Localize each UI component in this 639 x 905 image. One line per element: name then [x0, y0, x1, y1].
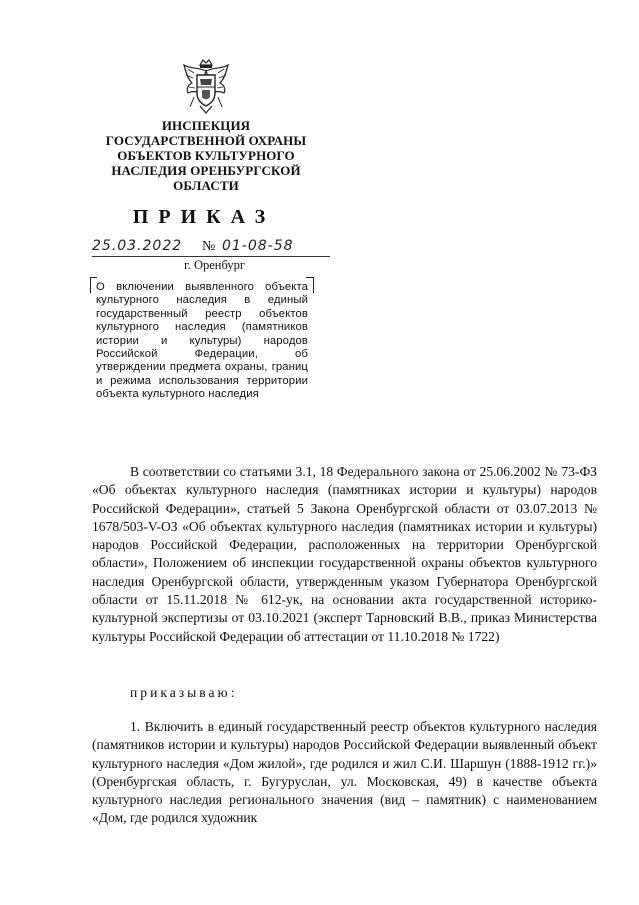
document-title: ПРИКАЗ	[132, 206, 276, 228]
authority-line: ОБЛАСТИ	[173, 178, 239, 193]
subject-bracket-right	[313, 277, 314, 293]
handwritten-date: 25.03.2022	[92, 238, 183, 254]
order-word: приказываю:	[130, 685, 238, 700]
authority-line: ГОСУДАРСТВЕННОЙ ОХРАНЫ	[105, 133, 307, 148]
registration-underline	[92, 256, 330, 257]
orenburg-coat-of-arms-icon	[180, 57, 232, 117]
handwritten-number: 01-08-58	[222, 238, 294, 254]
authority-line: ОБЪЕКТОВ КУЛЬТУРНОГО	[117, 148, 295, 163]
order-item-1: 1. Включить в единый государственный реестр объектов культурного наследия (памятников истории и культуры) народов Российской Федерации выявленный объект культурного наследия «Дом жилой», где родился и жил С.И. Шаршун (1888-1912 гг.)» (Оренбургская область, г. Бугуруслан, ул. Московская, 49) в качестве объекта культурного наследия регионального значения (вид – памятник) с наименованием «Дом, где родился художник	[92, 719, 597, 826]
number-label: №	[202, 239, 216, 254]
authority-line: ИНСПЕКЦИЯ	[161, 118, 251, 133]
subject-bracket-right-top	[306, 277, 314, 278]
registration-line	[92, 238, 332, 260]
subject-bracket-left-top	[90, 277, 97, 278]
subject-bracket-left	[90, 277, 91, 293]
issuing-authority	[96, 118, 316, 193]
order-subject: О включении выявленного объекта культурного наследия в единый государственный реестр объектов культурного наследия (памятников истории и культуры) народов Российской Федерации, об утверждении предмета охраны, границ и режима использования территории объекта культурного наследия	[96, 281, 308, 401]
city-name: г. Оренбург	[184, 258, 245, 272]
preamble-paragraph: В соответствии со статьями 3.1, 18 Федерального закона от 25.06.2002 № 73-ФЗ «Об объектах культурного наследия (памятниках истории и культуры) народов Российской Федерации», статьей 5 Закона Оренбургской области от 03.07.2013 № 1678/503-V-ОЗ «Об объектах культурного наследия (памятниках истории и культуры) народов Российской Федерации, расположенных на территории Оренбургской области», Положением об инспекции государственной охраны объектов культурного наследия Оренбургской области, утвержденным указом Губернатора Оренбургской области от 15.11.2018 № 612-ук, на основании акта государственной историко-культурной экспертизы от 03.10.2021 (эксперт Тарновский В.В., приказ Министерства культуры Российской Федерации об аттестации от 11.10.2018 № 1722)	[92, 464, 597, 644]
authority-line: НАСЛЕДИЯ ОРЕНБУРГСКОЙ	[111, 163, 301, 178]
